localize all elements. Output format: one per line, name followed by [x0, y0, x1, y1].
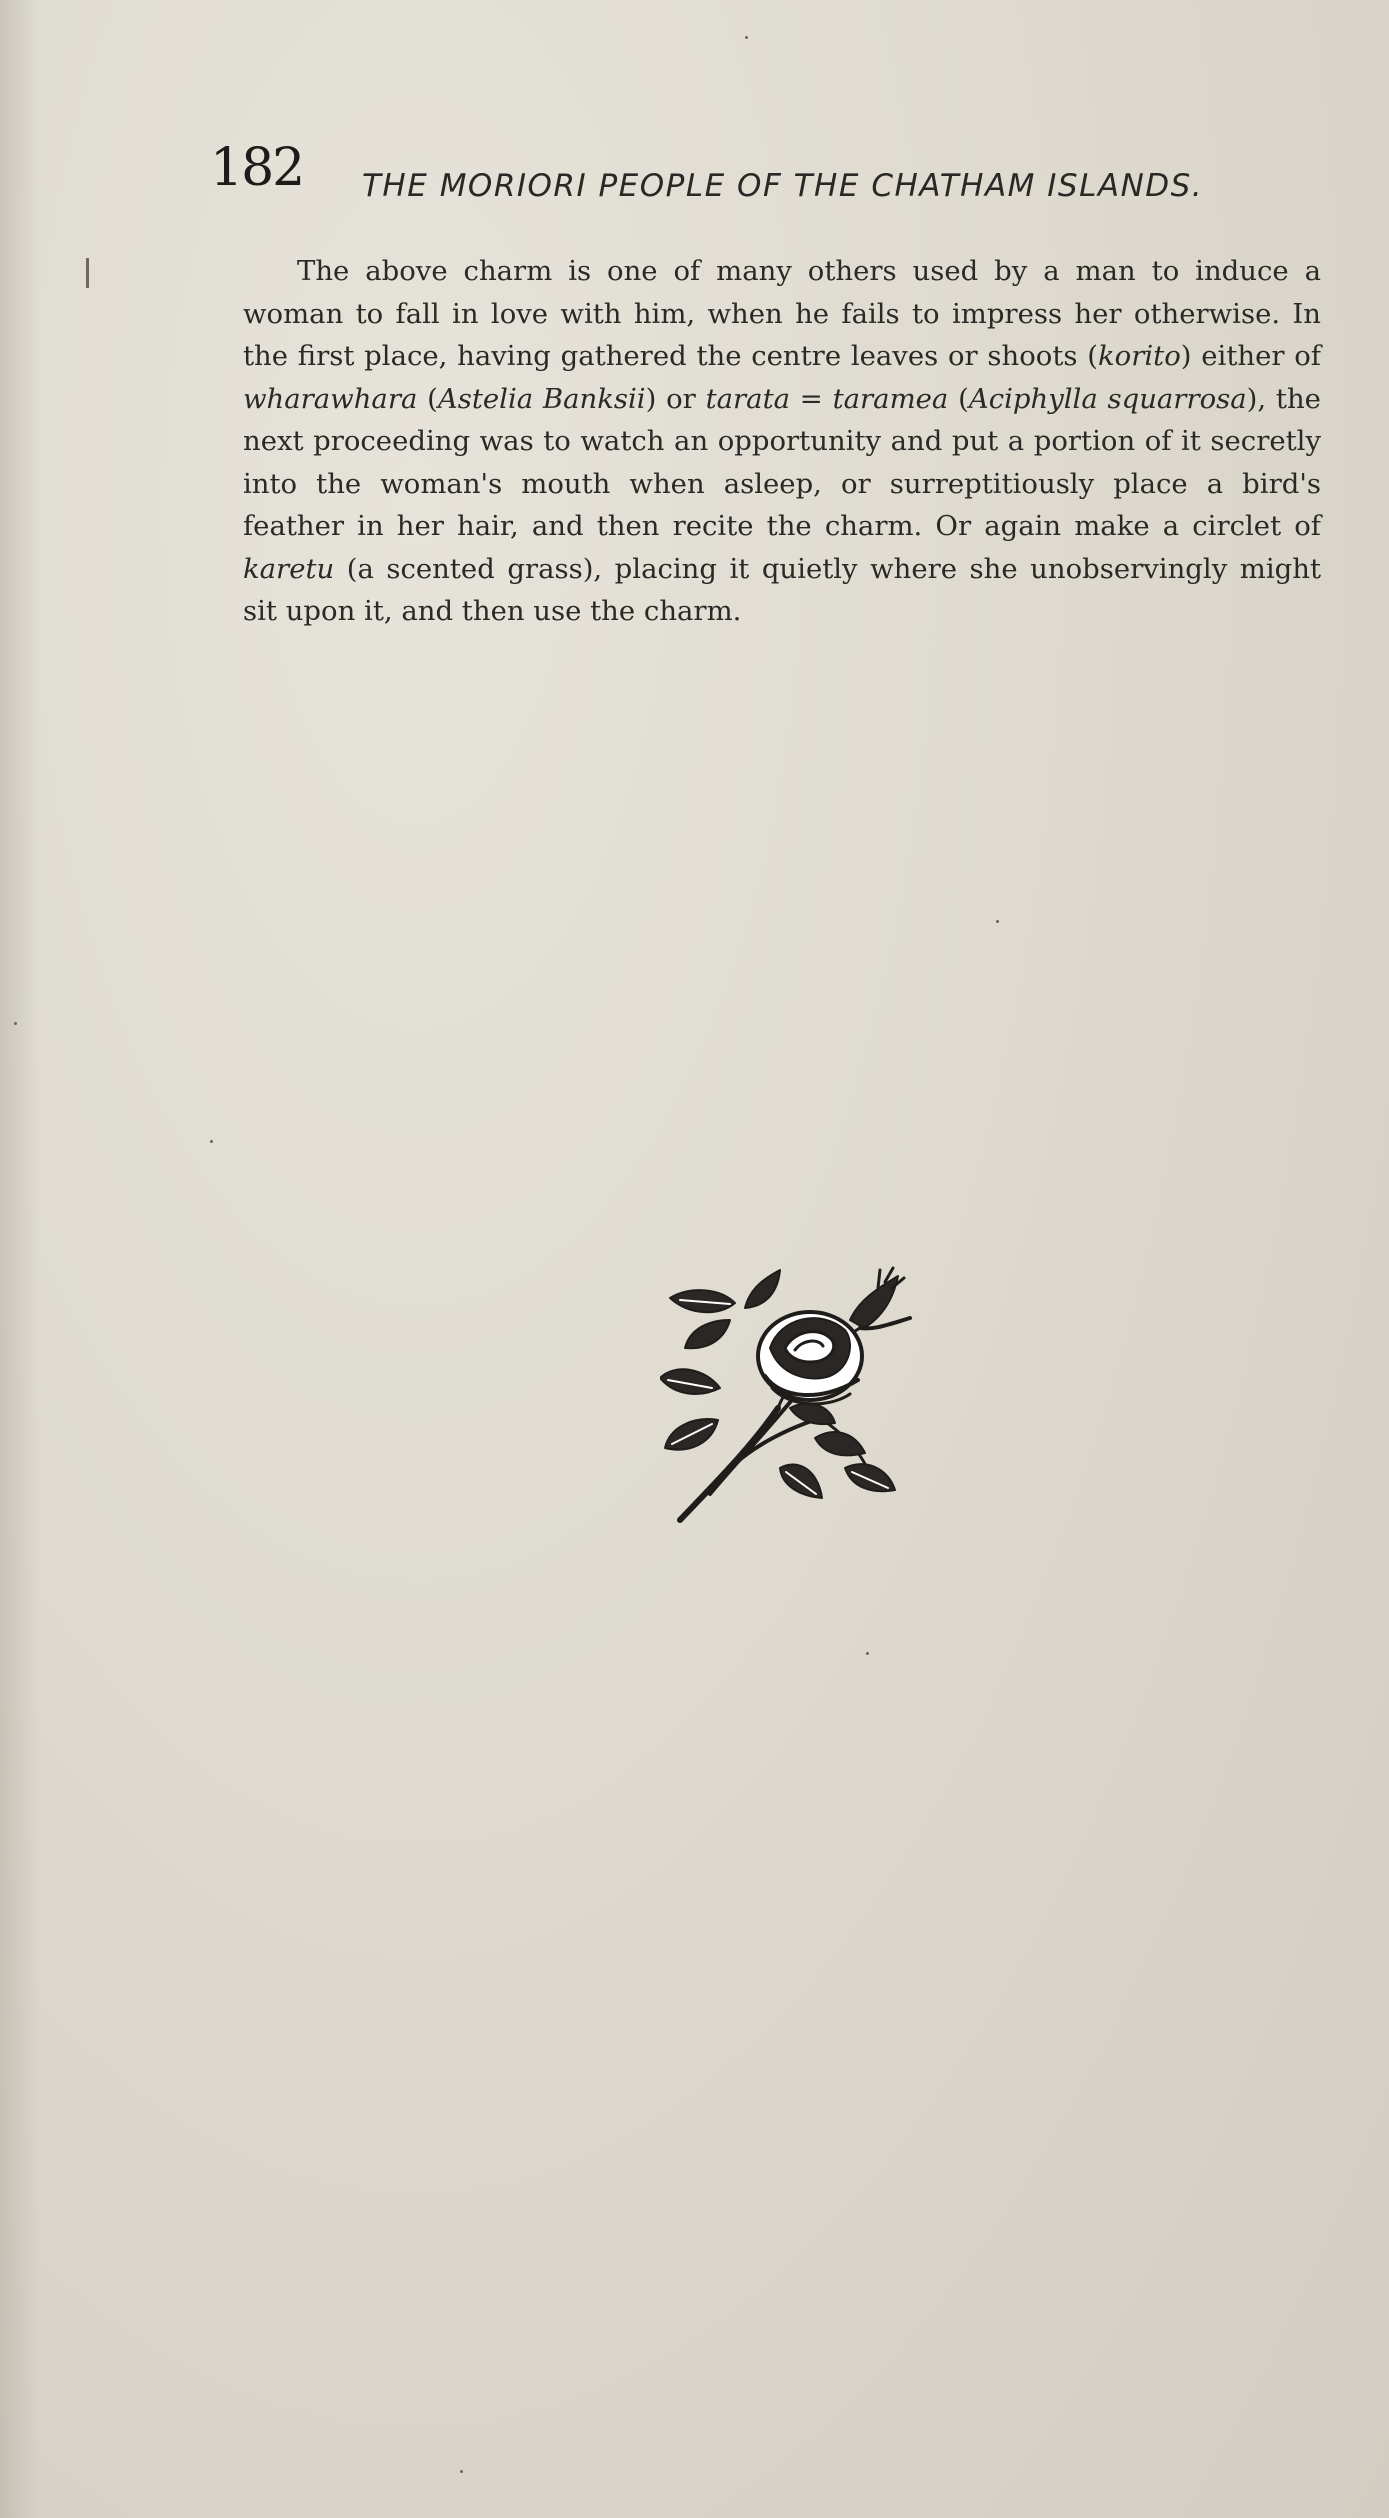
term-aciphylla: Aciphylla squarrosa — [968, 382, 1247, 415]
text-run: ( — [417, 382, 438, 415]
term-tarata: tarata — [705, 382, 791, 415]
text-run: The above charm is one of many others used by a man to induce a woman to fall in love with him, when he fails to impress her otherwise. In the first place, having gathered the centre leaves or shoots ( — [243, 255, 1321, 372]
term-karetu: karetu — [243, 552, 335, 585]
margin-mark — [86, 258, 89, 288]
text-run: (a scented grass), placing it quietly where she unobservingly might sit upon it, and then use the charm. — [243, 552, 1321, 627]
text-run: ), the next proceeding was to watch an opportunity and put a portion of it secretly into the woman's mouth when asleep, or surreptitiously place a bird's feather in her hair, and then recite the charm. Or again make a circlet of — [243, 382, 1321, 542]
body-paragraph — [243, 250, 1321, 633]
term-astelia: Astelia Banksii — [437, 382, 646, 415]
paper-speck — [996, 920, 999, 923]
term-korito: korito — [1098, 340, 1181, 372]
page-edge-shadow — [0, 0, 40, 2518]
paper-speck — [460, 2470, 463, 2473]
term-wharawhara: wharawhara — [243, 382, 418, 415]
text-run: ( — [948, 382, 969, 415]
term-taramea: taramea — [832, 382, 949, 415]
rose-sprig-icon — [660, 1258, 920, 1528]
text-run: ) either of — [1180, 340, 1321, 372]
text-run: ) or — [645, 382, 706, 415]
paper-speck — [866, 1652, 869, 1655]
running-title: THE MORIORI PEOPLE OF THE CHATHAM ISLANDS. — [362, 168, 1204, 204]
paper-speck — [210, 1140, 213, 1143]
page-number: 182 — [210, 138, 304, 198]
text-run: = — [790, 382, 833, 415]
paper-speck — [14, 1022, 17, 1025]
paper-speck — [745, 36, 748, 39]
